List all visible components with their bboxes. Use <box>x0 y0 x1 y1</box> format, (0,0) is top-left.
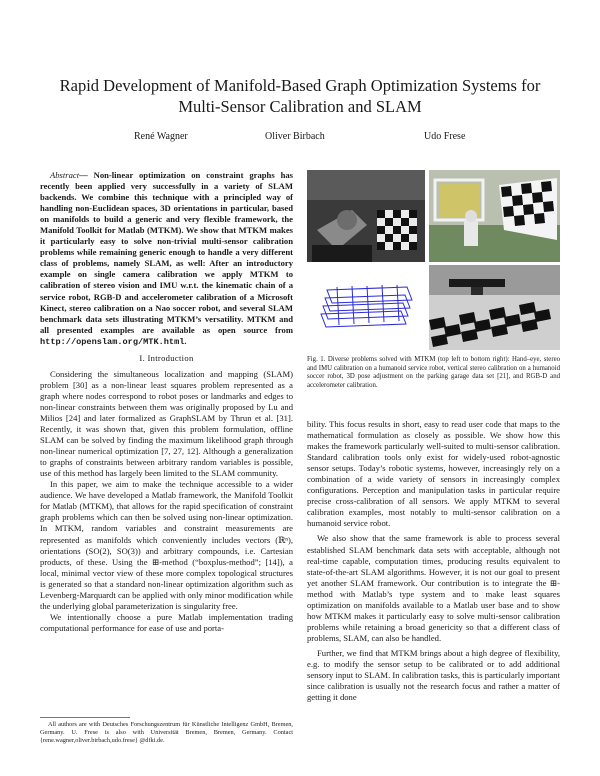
figure-panel-kinect <box>429 265 560 350</box>
abstract-end: . <box>184 335 187 346</box>
figure-panel-parking-garage <box>307 265 425 350</box>
paragraph: Further, we find that MTKM brings about a high degree of flexibility, e.g. to modify the sensor setup to be calibrated or to add additional sensory input to SLAM. In calibration tasks, this is particularly important since calibration is usually not the research focus and rather a matter of getting it done <box>307 647 560 703</box>
section-heading-introduction: I. Introduction <box>139 352 194 363</box>
kinect-image <box>429 265 560 350</box>
abstract-text: — Non-linear optimization on constraint graphs has recently been applied very successfully in a variety of SLAM backends. We combine this technique with a principled way of handling non-Euclidean spaces, 3D orientations in particular, based on manifolds to build a generic and very flexible framework, the Manifold Toolkit for Matlab (MTKM). We show that MTKM makes it particularly easy to solve non-trivial multi-sensor calibration problems while remaining generic enough to handle a very different class of problems, namely SLAM, as well: After an introductory example on single camera calibration we apply MTKM to calibration of stereo vision and IMU w.r.t. the kinematic chain of a service robot, RGB-D and accelerometer calibration of a Microsoft Kinect, stereo calibration on a Nao soccer robot, and several SLAM benchmark data sets illustrating MTKM’s versatility. MTKM and all presented examples are available as open source from <box>40 170 293 335</box>
left-column <box>40 170 293 634</box>
figure-panel-service-robot <box>307 170 425 262</box>
abstract-url: http://openslam.org/MTK.html <box>40 336 185 347</box>
title-line-1: Rapid Development of Manifold-Based Graph Optimization Systems for <box>59 76 541 95</box>
soccer-robot-image <box>429 170 560 262</box>
footnote: All authors are with Deutsches Forschungszentrum für Künstliche Intelligenz GmbH, Bremen, Germany. U. Frese is also with Universität Bremen, Bremen, Germany. Contact {rene.wagner,oliver.birbach,udo.frese} @dfki.de. <box>40 721 293 744</box>
title-line-2: Multi-Sensor Calibration and SLAM <box>178 97 422 116</box>
author-3: Udo Frese <box>424 131 466 142</box>
parking-garage-plot <box>307 265 425 350</box>
paragraph: In this paper, we aim to make the technique accessible to a wider audience. We have developed a Matlab framework, the Manifold Toolkit for Matlab (MTKM), that allows for the rapid specification of constraint graph problems which can then be solved using non-linear optimization. In MTKM, random variables and constraint measurements are represented as manifolds which conveniently includes vectors (ℝⁿ), orientations (SO(2), SO(3)) and arbitrary compounds, i.e. Cartesian products, of these. Using the ⊞-method (“boxplus-method”; [14]), a local, minimal vector view of these more complex topological structures is generated so that a standard non-linear optimization algorithm such as Levenberg-Marquardt can be applied with only minor modification while the underlying global parameterization is singularity free. <box>40 479 293 611</box>
paragraph: Considering the simultaneous localization and mapping (SLAM) problem [30] as a non-linear least squares problem represented as a graph where nodes correspond to robot poses or landmarks and edges to non-linear constraints between them was originally proposed by Lu and Milios [24] and later formalized as GraphSLAM by Thrun et al. [31]. Recently, it was shown that, given this problem formulation, offline SLAM can be solved by finding the maximum likelihood graph through non-linear numerical optimization [7, 27, 12]. Although a generalization to graphs of constraints between arbitrary random variables is possible, use of this method has largely been limited to the SLAM community. <box>40 368 293 479</box>
author-2: Oliver Birbach <box>265 131 325 142</box>
right-column <box>307 419 560 703</box>
figure-caption: Fig. 1. Diverse problems solved with MTKM (top left to bottom right): Hand–eye, stereo and IMU calibration on a humanoid service robot, vertical stereo calibration on a humanoid soccer robot, 3D pose adjustment on the parking garage data set [21], and RGB-D and accelerometer calibration. <box>307 356 560 389</box>
paper-title <box>40 75 560 117</box>
paragraph: We also show that the same framework is able to process several established SLAM benchmark data sets with acceptable, although not real-time capable, computation times, producing results equivalent to state-of-the-art SLAM algorithms. However, it is not our goal to present yet another SLAM framework. Our contribution is to integrate the ⊞-method with Matlab’s type system and to make least squares optimization on manifolds available to a Matlab user base and to show how MTKM makes it particularly easy to solve multi-sensor calibration problems while retaining a broad genericity so that a different class of problems, SLAM, can also be handled. <box>307 533 560 643</box>
author-1: René Wagner <box>134 131 188 142</box>
service-robot-image <box>307 170 425 262</box>
abstract-label: Abstract <box>50 170 80 180</box>
paragraph: bility. This focus results in short, easy to read user code that maps to the mathematical formulation as closely as possible. We show how this makes the framework particularly well-suited to multi-sensor calibration. Standard calibration tools only exist for widely-used robot-agnostic sensor setups. Today’s robotic systems, however, increasingly rely on a combination of a wide variety of sensors in increasingly complex configurations. Perception and manipulation tasks in particular require precise cross-calibration of all sensors. We apply MTKM to several calibration examples, most notably to multi-sensor calibration on a humanoid service robot. <box>307 419 560 529</box>
abstract <box>40 170 293 348</box>
figure-panel-soccer-robot <box>429 170 560 262</box>
paragraph: We intentionally choose a pure Matlab implementation trading computational performance for ease of use and porta- <box>40 611 293 633</box>
footnote-rule <box>40 717 130 718</box>
